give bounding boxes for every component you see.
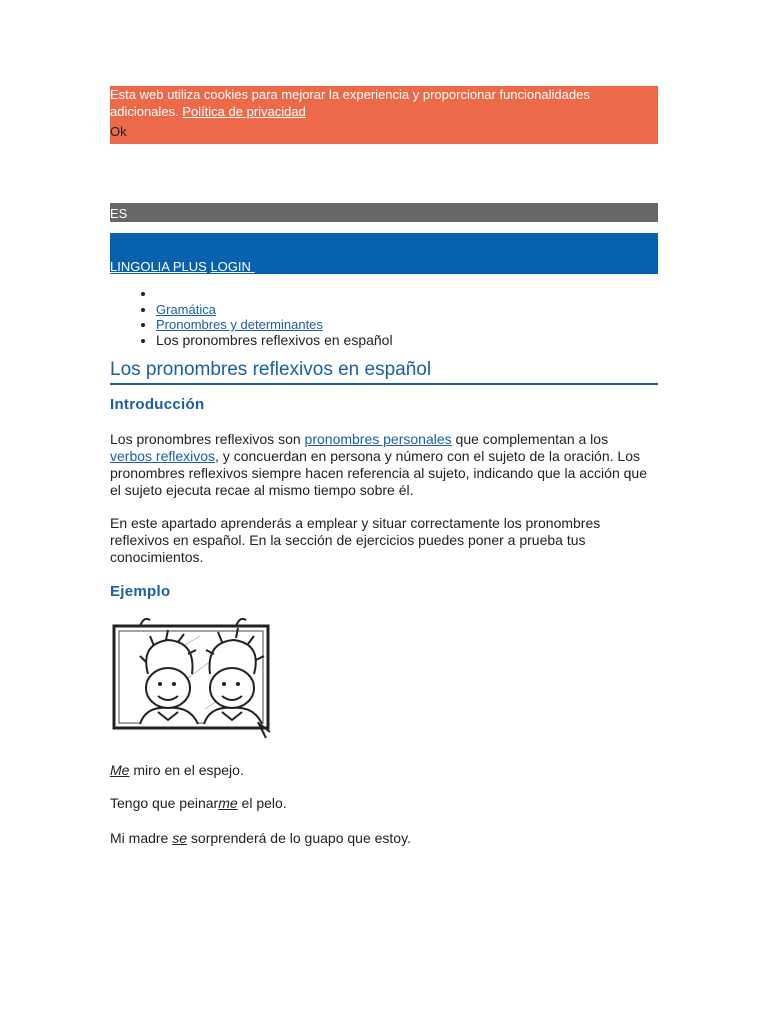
- login-link-label: LOGIN: [210, 259, 251, 274]
- example-before: Tengo que peinar: [110, 795, 219, 811]
- cookie-banner: [110, 86, 658, 144]
- intro-heading: Introducción: [110, 396, 205, 413]
- language-selector[interactable]: ES: [110, 206, 128, 221]
- login-link[interactable]: [210, 259, 254, 274]
- example-after: miro en el espejo.: [129, 762, 244, 778]
- breadcrumb-home[interactable]: [156, 286, 393, 302]
- example-sentence: [110, 762, 244, 779]
- cookie-text-block: [110, 86, 658, 120]
- privacy-policy-link[interactable]: Política de privacidad: [182, 104, 306, 119]
- lingolia-plus-link[interactable]: LINGOLIA PLUS: [110, 259, 207, 274]
- example-after: el pelo.: [237, 795, 287, 811]
- breadcrumb-item: [156, 302, 393, 318]
- language-bar: [110, 203, 658, 222]
- cookie-text: Esta web utiliza cookies para mejorar la experiencia y proporcionar funcionalidades adicionales.: [110, 87, 590, 119]
- example-sentence: [110, 795, 287, 812]
- breadcrumb-link-pronombres[interactable]: Pronombres y determinantes: [156, 317, 323, 332]
- pronombres-personales-link[interactable]: [305, 431, 452, 447]
- verbos-reflexivos-link[interactable]: [110, 448, 215, 464]
- example-pronoun: se: [172, 830, 188, 846]
- header-links: [110, 259, 255, 274]
- intro-paragraph: [110, 431, 650, 499]
- example-sentence: [110, 830, 411, 847]
- example-pronoun: Me: [110, 762, 130, 778]
- breadcrumb-item: [156, 317, 393, 333]
- example-pronoun: me: [218, 795, 238, 811]
- site-header: [110, 233, 658, 274]
- intro-text-c: , y concuerdan en persona y número con el sujeto de la oración. Los pronombres reflexivos siempre hacen referencia al sujeto, indicando que la acción que el sujeto ejecuta recae al mismo tiempo sobre él.: [110, 448, 647, 498]
- intro-text-b: que complementan a los: [455, 431, 609, 447]
- main-content: [110, 358, 658, 846]
- verbos-reflexivos-label: verbos reflexivos: [110, 448, 216, 464]
- breadcrumb-link-gramatica[interactable]: Gramática: [156, 301, 216, 317]
- section-paragraph: En este apartado aprenderás a emplear y situar correctamente los pronombres reflexivos en español. En la sección de ejercicios puedes poner a prueba tus conocimientos.: [110, 515, 601, 565]
- breadcrumb: [132, 286, 393, 348]
- breadcrumb-current: • Los pronombres reflexivos en español: [156, 333, 393, 349]
- page-title: Los pronombres reflexivos en español: [110, 358, 658, 385]
- mirror-illustration: [110, 614, 274, 746]
- intro-text-a: Los pronombres reflexivos son: [110, 431, 301, 447]
- example-before: Mi madre: [110, 830, 173, 846]
- cookie-ok-button[interactable]: Ok: [110, 124, 127, 139]
- example-after: sorprenderá de lo guapo que estoy.: [187, 830, 411, 846]
- example-heading: Ejemplo: [110, 583, 171, 600]
- pronombres-personales-label: pronombres personales: [304, 431, 452, 447]
